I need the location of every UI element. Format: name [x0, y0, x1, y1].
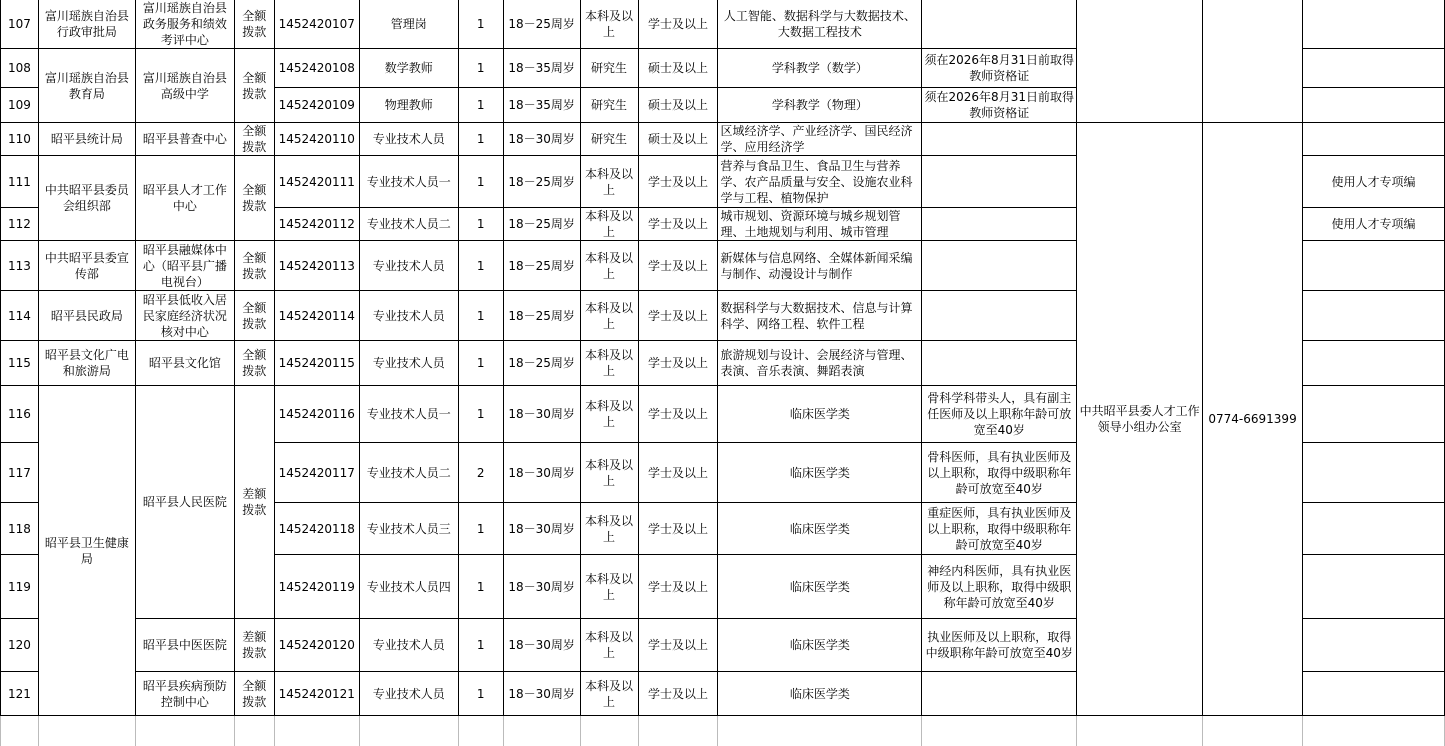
degree-cell: 硕士及以上: [638, 88, 718, 123]
post-name-cell: 专业技术人员: [359, 241, 458, 291]
degree-cell: 硕士及以上: [638, 123, 718, 156]
row-number: 121: [1, 672, 39, 716]
count-cell: 1: [458, 672, 503, 716]
empty-cell: [922, 716, 1077, 746]
remark-cell: [1303, 291, 1445, 341]
empty-cell: [359, 716, 458, 746]
remark-cell: [1303, 241, 1445, 291]
education-cell: 本科及以上: [580, 443, 638, 503]
post-code-cell: 1452420114: [274, 291, 359, 341]
requirement-cell: 骨科学科带头人，具有副主任医师及以上职称年龄可放宽至40岁: [922, 386, 1077, 443]
funding-cell: 全额拨款: [234, 49, 274, 123]
unit-cell: 昭平县文化馆: [135, 341, 234, 386]
post-code-cell: 1452420118: [274, 503, 359, 555]
requirement-cell: 神经内科医师，具有执业医师及以上职称，取得中级职称年龄可放宽至40岁: [922, 555, 1077, 619]
requirement-cell: 执业医师及以上职称，取得中级职称年龄可放宽至40岁: [922, 619, 1077, 672]
degree-cell: 学士及以上: [638, 443, 718, 503]
department-cell: 昭平县卫生健康局: [38, 386, 135, 716]
empty-cell: [1, 716, 39, 746]
degree-cell: 学士及以上: [638, 672, 718, 716]
post-name-cell: 专业技术人员二: [359, 208, 458, 241]
contact-office-cell: 中共昭平县委人才工作领导小组办公室: [1077, 123, 1203, 716]
department-cell: 昭平县民政局: [38, 291, 135, 341]
count-cell: 2: [458, 443, 503, 503]
requirement-cell: [922, 156, 1077, 208]
count-cell: 1: [458, 386, 503, 443]
count-cell: 1: [458, 555, 503, 619]
department-cell: 中共昭平县委员会组织部: [38, 156, 135, 241]
education-cell: 研究生: [580, 123, 638, 156]
row-number: 112: [1, 208, 39, 241]
post-code-cell: 1452420120: [274, 619, 359, 672]
unit-cell: 昭平县疾病预防控制中心: [135, 672, 234, 716]
table-row: [1, 0, 1445, 49]
education-cell: 本科及以上: [580, 341, 638, 386]
funding-cell: 全额拨款: [234, 156, 274, 241]
post-name-cell: 物理教师: [359, 88, 458, 123]
education-cell: 本科及以上: [580, 0, 638, 49]
degree-cell: 学士及以上: [638, 0, 718, 49]
post-code-cell: 1452420121: [274, 672, 359, 716]
row-number: 114: [1, 291, 39, 341]
age-cell: 18－25周岁: [503, 291, 580, 341]
major-cell: 临床医学类: [718, 619, 922, 672]
requirement-cell: 骨科医师，具有执业医师及以上职称，取得中级职称年龄可放宽至40岁: [922, 443, 1077, 503]
education-cell: 本科及以上: [580, 156, 638, 208]
contact-phone-cell: 0774-6691399: [1203, 123, 1303, 716]
count-cell: 1: [458, 0, 503, 49]
row-number: 116: [1, 386, 39, 443]
row-number: 117: [1, 443, 39, 503]
row-number: 115: [1, 341, 39, 386]
education-cell: 本科及以上: [580, 291, 638, 341]
degree-cell: 学士及以上: [638, 291, 718, 341]
education-cell: 研究生: [580, 88, 638, 123]
degree-cell: 学士及以上: [638, 619, 718, 672]
age-cell: 18－25周岁: [503, 341, 580, 386]
post-name-cell: 专业技术人员: [359, 123, 458, 156]
requirement-cell: [922, 341, 1077, 386]
department-cell: 昭平县文化广电和旅游局: [38, 341, 135, 386]
unit-cell: 昭平县普查中心: [135, 123, 234, 156]
post-code-cell: 1452420119: [274, 555, 359, 619]
department-cell: 中共昭平县委宣传部: [38, 241, 135, 291]
education-cell: 本科及以上: [580, 503, 638, 555]
major-cell: 临床医学类: [718, 386, 922, 443]
phone-cell-upper: [1203, 0, 1303, 123]
count-cell: 1: [458, 208, 503, 241]
empty-cell: [1303, 716, 1445, 746]
unit-cell: 富川瑶族自治县政务服务和绩效考评中心: [135, 0, 234, 49]
count-cell: 1: [458, 88, 503, 123]
post-name-cell: 数学教师: [359, 49, 458, 88]
remark-cell: [1303, 619, 1445, 672]
count-cell: 1: [458, 341, 503, 386]
row-number: 119: [1, 555, 39, 619]
remark-cell: [1303, 443, 1445, 503]
major-cell: 旅游规划与设计、会展经济与管理、表演、音乐表演、舞蹈表演: [718, 341, 922, 386]
row-number: 107: [1, 0, 39, 49]
degree-cell: 学士及以上: [638, 208, 718, 241]
post-code-cell: 1452420112: [274, 208, 359, 241]
remark-cell: [1303, 49, 1445, 88]
row-number: 118: [1, 503, 39, 555]
post-code-cell: 1452420113: [274, 241, 359, 291]
requirement-cell: 重症医师，具有执业医师及以上职称，取得中级职称年龄可放宽至40岁: [922, 503, 1077, 555]
empty-cell: [274, 716, 359, 746]
major-cell: 数据科学与大数据技术、信息与计算科学、网络工程、软件工程: [718, 291, 922, 341]
major-cell: 临床医学类: [718, 672, 922, 716]
remark-cell: [1303, 555, 1445, 619]
remark-cell: 使用人才专项编: [1303, 208, 1445, 241]
contact-cell-upper: [1077, 0, 1203, 123]
requirement-cell: [922, 208, 1077, 241]
unit-cell: 昭平县人民医院: [135, 386, 234, 619]
major-cell: 临床医学类: [718, 443, 922, 503]
unit-cell: 富川瑶族自治县高级中学: [135, 49, 234, 123]
post-code-cell: 1452420109: [274, 88, 359, 123]
unit-cell: 昭平县人才工作中心: [135, 156, 234, 241]
education-cell: 本科及以上: [580, 386, 638, 443]
row-number: 113: [1, 241, 39, 291]
department-cell: 昭平县统计局: [38, 123, 135, 156]
requirement-cell: [922, 241, 1077, 291]
requirement-cell: [922, 123, 1077, 156]
age-cell: 18－30周岁: [503, 123, 580, 156]
funding-cell: 全额拨款: [234, 0, 274, 49]
remark-cell: 使用人才专项编: [1303, 156, 1445, 208]
post-name-cell: 专业技术人员四: [359, 555, 458, 619]
empty-cell: [503, 716, 580, 746]
post-code-cell: 1452420115: [274, 341, 359, 386]
age-cell: 18－25周岁: [503, 208, 580, 241]
unit-cell: 昭平县低收入居民家庭经济状况核对中心: [135, 291, 234, 341]
age-cell: 18－30周岁: [503, 503, 580, 555]
remark-cell: [1303, 672, 1445, 716]
major-cell: 城市规划、资源环境与城乡规划管理、土地规划与利用、城市管理: [718, 208, 922, 241]
degree-cell: 学士及以上: [638, 241, 718, 291]
empty-cell: [234, 716, 274, 746]
funding-cell: 全额拨款: [234, 291, 274, 341]
post-code-cell: 1452420116: [274, 386, 359, 443]
degree-cell: 硕士及以上: [638, 49, 718, 88]
row-number: 108: [1, 49, 39, 88]
age-cell: 18－25周岁: [503, 241, 580, 291]
post-name-cell: 专业技术人员: [359, 291, 458, 341]
major-cell: 新媒体与信息网络、全媒体新闻采编与制作、动漫设计与制作: [718, 241, 922, 291]
education-cell: 本科及以上: [580, 208, 638, 241]
age-cell: 18－25周岁: [503, 156, 580, 208]
row-number: 111: [1, 156, 39, 208]
education-cell: 本科及以上: [580, 241, 638, 291]
education-cell: 本科及以上: [580, 672, 638, 716]
requirement-cell: [922, 672, 1077, 716]
post-code-cell: 1452420110: [274, 123, 359, 156]
empty-cell: [458, 716, 503, 746]
post-name-cell: 专业技术人员三: [359, 503, 458, 555]
post-name-cell: 专业技术人员: [359, 619, 458, 672]
age-cell: 18－30周岁: [503, 619, 580, 672]
post-code-cell: 1452420111: [274, 156, 359, 208]
funding-cell: 全额拨款: [234, 123, 274, 156]
unit-cell: 昭平县中医医院: [135, 619, 234, 672]
unit-cell: 昭平县融媒体中心（昭平县广播电视台）: [135, 241, 234, 291]
department-cell: 富川瑶族自治县教育局: [38, 49, 135, 123]
count-cell: 1: [458, 123, 503, 156]
empty-cell: [135, 716, 234, 746]
empty-cell: [1203, 716, 1303, 746]
major-cell: 人工智能、数据科学与大数据技术、大数据工程技术: [718, 0, 922, 49]
requirement-cell: 须在2026年8月31日前取得教师资格证: [922, 88, 1077, 123]
major-cell: 临床医学类: [718, 555, 922, 619]
post-name-cell: 专业技术人员一: [359, 386, 458, 443]
post-name-cell: 专业技术人员一: [359, 156, 458, 208]
empty-cell: [718, 716, 922, 746]
education-cell: 本科及以上: [580, 619, 638, 672]
row-number: 110: [1, 123, 39, 156]
remark-cell: [1303, 123, 1445, 156]
post-name-cell: 管理岗: [359, 0, 458, 49]
age-cell: 18－35周岁: [503, 88, 580, 123]
requirement-cell: [922, 0, 1077, 49]
funding-cell: 差额拨款: [234, 386, 274, 619]
age-cell: 18－35周岁: [503, 49, 580, 88]
age-cell: 18－30周岁: [503, 443, 580, 503]
major-cell: 区域经济学、产业经济学、国民经济学、应用经济学: [718, 123, 922, 156]
post-name-cell: 专业技术人员二: [359, 443, 458, 503]
degree-cell: 学士及以上: [638, 555, 718, 619]
major-cell: 营养与食品卫生、食品卫生与营养学、农产品质量与安全、设施农业科学与工程、植物保护: [718, 156, 922, 208]
empty-cell: [638, 716, 718, 746]
count-cell: 1: [458, 619, 503, 672]
count-cell: 1: [458, 156, 503, 208]
age-cell: 18－25周岁: [503, 0, 580, 49]
age-cell: 18－30周岁: [503, 672, 580, 716]
post-code-cell: 1452420117: [274, 443, 359, 503]
major-cell: 临床医学类: [718, 503, 922, 555]
education-cell: 本科及以上: [580, 555, 638, 619]
funding-cell: 全额拨款: [234, 341, 274, 386]
count-cell: 1: [458, 291, 503, 341]
major-cell: 学科教学（物理）: [718, 88, 922, 123]
count-cell: 1: [458, 241, 503, 291]
age-cell: 18－30周岁: [503, 386, 580, 443]
department-cell: 富川瑶族自治县行政审批局: [38, 0, 135, 49]
degree-cell: 学士及以上: [638, 386, 718, 443]
remark-cell: [1303, 0, 1445, 49]
row-number: 120: [1, 619, 39, 672]
post-name-cell: 专业技术人员: [359, 672, 458, 716]
count-cell: 1: [458, 503, 503, 555]
empty-grid-row: [1, 716, 1445, 746]
funding-cell: 差额拨款: [234, 619, 274, 672]
remark-cell: [1303, 341, 1445, 386]
age-cell: 18－30周岁: [503, 555, 580, 619]
funding-cell: 全额拨款: [234, 241, 274, 291]
education-cell: 研究生: [580, 49, 638, 88]
remark-cell: [1303, 503, 1445, 555]
table-row: [1, 123, 1445, 156]
empty-cell: [1077, 716, 1203, 746]
post-code-cell: 1452420108: [274, 49, 359, 88]
degree-cell: 学士及以上: [638, 341, 718, 386]
empty-cell: [38, 716, 135, 746]
degree-cell: 学士及以上: [638, 503, 718, 555]
remark-cell: [1303, 88, 1445, 123]
requirement-cell: [922, 291, 1077, 341]
major-cell: 学科教学（数学）: [718, 49, 922, 88]
degree-cell: 学士及以上: [638, 156, 718, 208]
requirement-cell: 须在2026年8月31日前取得教师资格证: [922, 49, 1077, 88]
empty-cell: [580, 716, 638, 746]
row-number: 109: [1, 88, 39, 123]
remark-cell: [1303, 386, 1445, 443]
post-code-cell: 1452420107: [274, 0, 359, 49]
post-name-cell: 专业技术人员: [359, 341, 458, 386]
funding-cell: 全额拨款: [234, 672, 274, 716]
count-cell: 1: [458, 49, 503, 88]
